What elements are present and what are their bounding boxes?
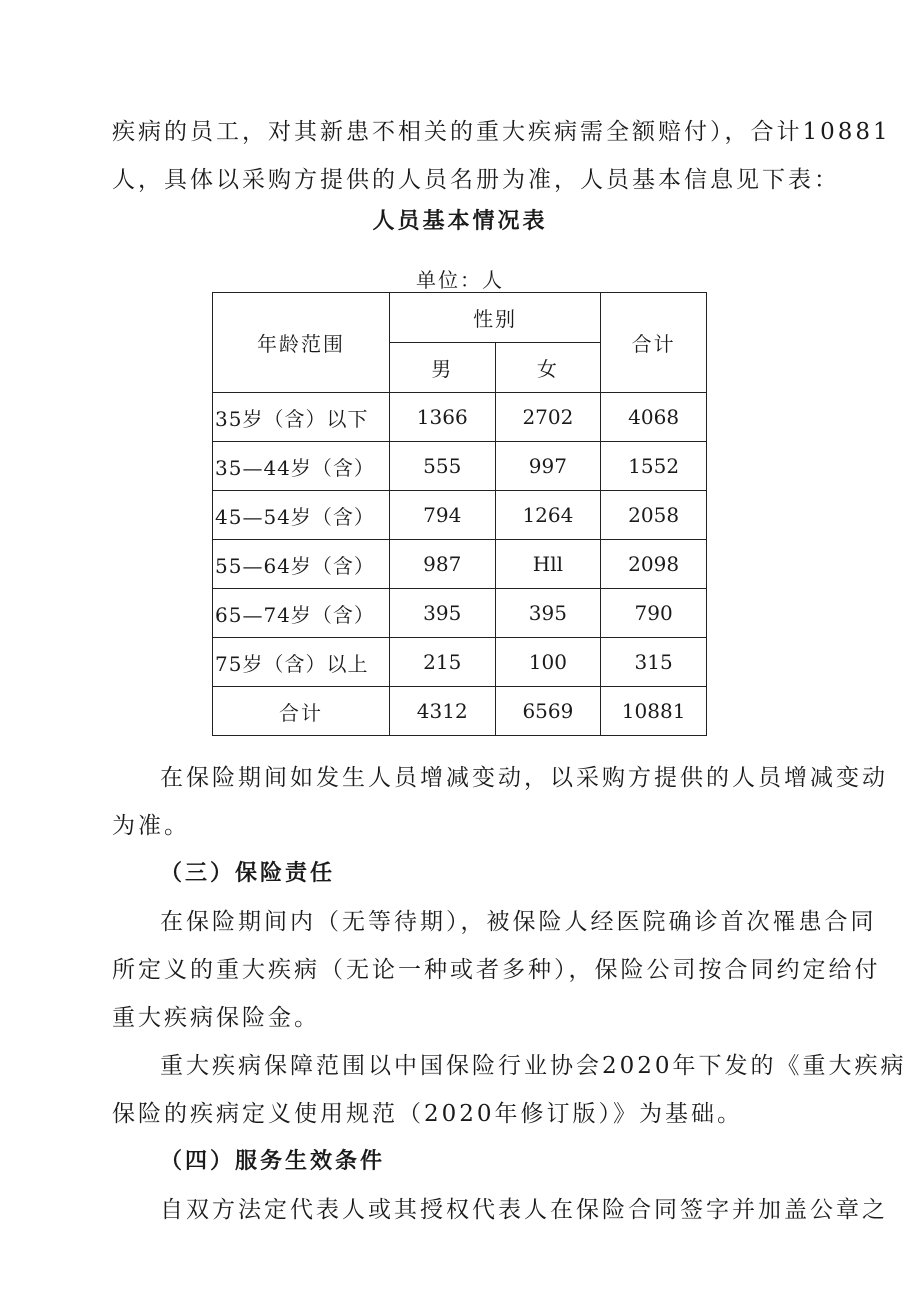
- row-age: 35—44岁（含）: [213, 442, 390, 491]
- section-3-p2-line-1: 重大疾病保障范围以中国保险行业协会2020年下发的《重大疾病: [160, 1053, 907, 1079]
- table-title: 人员基本情况表: [372, 209, 548, 234]
- change-note-line-1: 在保险期间如发生人员增减变动，以采购方提供的人员增减变动: [160, 765, 888, 791]
- row-male: 987: [389, 540, 495, 589]
- table-header-row: [213, 293, 707, 343]
- total-label: 合计: [213, 687, 390, 736]
- total-female: 6569: [495, 687, 601, 736]
- header-gender: 性别: [389, 293, 600, 343]
- intro-line-1: 疾病的员工，对其新患不相关的重大疾病需全额赔付），合计10881: [112, 119, 891, 145]
- row-female: 100: [495, 638, 601, 687]
- row-male: 555: [389, 442, 495, 491]
- row-total: 4068: [601, 393, 707, 442]
- table-row: [213, 638, 707, 687]
- table-total-row: [213, 687, 707, 736]
- section-4-p1-line-1: 自双方法定代表人或其授权代表人在保险合同签字并加盖公章之: [160, 1197, 888, 1223]
- row-female: 395: [495, 589, 601, 638]
- section-4-heading: （四）服务生效条件: [160, 1149, 386, 1174]
- row-male: 395: [389, 589, 495, 638]
- table-row: [213, 491, 707, 540]
- row-male: 215: [389, 638, 495, 687]
- row-age: 45—54岁（含）: [213, 491, 390, 540]
- row-total: 2098: [601, 540, 707, 589]
- table-row: [213, 589, 707, 638]
- row-age: 55—64岁（含）: [213, 540, 390, 589]
- row-age: 35岁（含）以下: [213, 393, 390, 442]
- row-male: 794: [389, 491, 495, 540]
- row-age: 75岁（含）以上: [213, 638, 390, 687]
- section-3-p2-line-2: 保险的疾病定义使用规范（2020年修订版）》为基础。: [112, 1101, 744, 1127]
- header-age-range: 年龄范围: [213, 293, 390, 393]
- row-male: 1366: [389, 393, 495, 442]
- row-female: Hll: [495, 540, 601, 589]
- intro-line-2: 人，具体以采购方提供的人员名册为准，人员基本信息见下表：: [112, 167, 840, 193]
- row-female: 2702: [495, 393, 601, 442]
- header-female: 女: [495, 343, 601, 393]
- row-age: 65—74岁（含）: [213, 589, 390, 638]
- section-3-p1-line-2: 所定义的重大疾病（无论一种或者多种），保险公司按合同约定给付: [112, 957, 881, 983]
- table-row: [213, 393, 707, 442]
- section-3-heading: （三）保险责任: [160, 861, 336, 886]
- table-row: [213, 442, 707, 491]
- row-female: 997: [495, 442, 601, 491]
- row-female: 1264: [495, 491, 601, 540]
- row-total: 790: [601, 589, 707, 638]
- table-row: [213, 540, 707, 589]
- section-3-p1-line-1: 在保险期间内（无等待期），被保险人经医院确诊首次罹患合同: [160, 909, 877, 935]
- total-all: 10881: [601, 687, 707, 736]
- header-total: 合计: [601, 293, 707, 393]
- row-total: 1552: [601, 442, 707, 491]
- header-male: 男: [389, 343, 495, 393]
- personnel-table: [212, 292, 707, 736]
- section-3-p1-line-3: 重大疾病保险金。: [112, 1005, 320, 1031]
- change-note-line-2: 为准。: [112, 813, 190, 839]
- row-total: 2058: [601, 491, 707, 540]
- row-total: 315: [601, 638, 707, 687]
- total-male: 4312: [389, 687, 495, 736]
- table-unit: 单位：人: [416, 268, 504, 292]
